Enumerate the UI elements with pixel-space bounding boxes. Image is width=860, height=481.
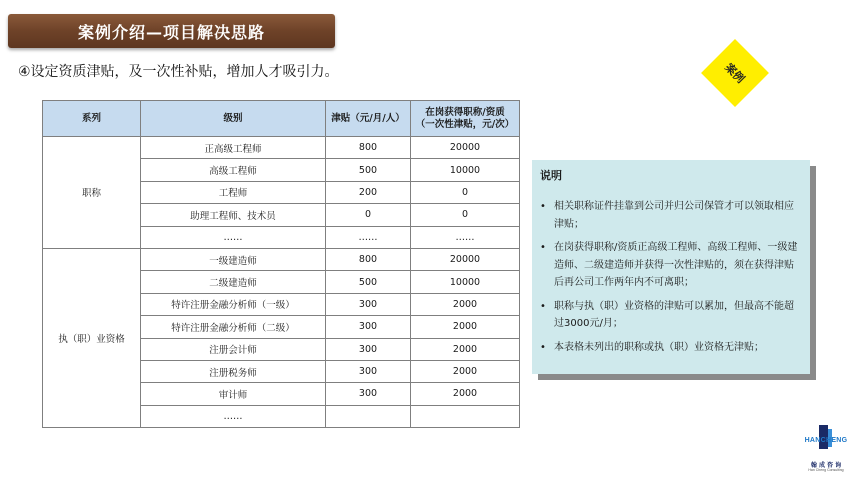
logo-chinese: 翰 成 咨 询 bbox=[810, 462, 842, 469]
allowance-cell: 300 bbox=[326, 293, 411, 315]
table-row bbox=[43, 137, 520, 159]
column-header-series: 系列 bbox=[43, 101, 141, 137]
allowance-cell: 800 bbox=[326, 248, 411, 270]
allowance-cell: 500 bbox=[326, 159, 411, 181]
allowance-cell: 200 bbox=[326, 181, 411, 203]
column-header-level: 级别 bbox=[141, 101, 326, 137]
bonus-cell: 2000 bbox=[411, 360, 520, 382]
allowance-cell: 0 bbox=[326, 204, 411, 226]
subtitle: ④设定资质津贴，及一次性补贴，增加人才吸引力。 bbox=[18, 64, 339, 80]
bullet-icon: • bbox=[540, 201, 546, 212]
bonus-cell bbox=[411, 405, 520, 427]
level-cell: 工程师 bbox=[141, 181, 326, 203]
allowance-cell: 300 bbox=[326, 383, 411, 405]
note-item: • 职称与执（职）业资格的津贴可以累加，但最高不能超过3000元/月； bbox=[540, 298, 802, 333]
bonus-cell: …… bbox=[411, 226, 520, 248]
bonus-cell: 2000 bbox=[411, 383, 520, 405]
series-cell: 执（职）业资格 bbox=[43, 248, 141, 427]
bullet-icon: • bbox=[540, 300, 546, 312]
level-cell: 特许注册金融分析师（一级） bbox=[141, 293, 326, 315]
level-cell: 注册会计师 bbox=[141, 338, 326, 360]
bonus-cell: 10000 bbox=[411, 271, 520, 293]
note-item: • 相关职称证件挂靠到公司并归公司保管才可以领取相应津贴； bbox=[540, 198, 802, 233]
note-title: 说明 bbox=[540, 169, 562, 182]
allowance-cell bbox=[326, 405, 411, 427]
allowance-cell: 300 bbox=[326, 316, 411, 338]
level-cell: …… bbox=[141, 226, 326, 248]
note-item: • 在岗获得职称/资质正高级工程师、高级工程师、一级建造师、二级建造师并获得一次性津贴的，须在获得津贴后再公司工作两年内不可离职； bbox=[540, 239, 802, 292]
case-badge bbox=[701, 39, 769, 107]
allowance-cell: …… bbox=[326, 226, 411, 248]
level-cell: 二级建造师 bbox=[141, 271, 326, 293]
table-body bbox=[43, 137, 520, 428]
bonus-cell: 20000 bbox=[411, 248, 520, 270]
level-cell: 正高级工程师 bbox=[141, 137, 326, 159]
level-cell: …… bbox=[141, 405, 326, 427]
bullet-icon: • bbox=[540, 341, 546, 353]
table-row bbox=[43, 248, 520, 270]
bonus-cell: 2000 bbox=[411, 316, 520, 338]
level-cell: 审计师 bbox=[141, 383, 326, 405]
bonus-cell: 2000 bbox=[411, 293, 520, 315]
bonus-cell: 20000 bbox=[411, 137, 520, 159]
case-badge-label: 案例 bbox=[722, 60, 748, 86]
company-logo bbox=[800, 425, 852, 475]
column-header-bonus: 在岗获得职称/资质 （一次性津贴，元/次） bbox=[411, 101, 520, 137]
logo-english: Han Cheng Consulting bbox=[808, 468, 844, 472]
page-title: 案例介绍—项目解决思路 bbox=[77, 22, 265, 42]
allowance-cell: 500 bbox=[326, 271, 411, 293]
bonus-cell: 2000 bbox=[411, 338, 520, 360]
bonus-cell: 10000 bbox=[411, 159, 520, 181]
allowance-table bbox=[42, 100, 520, 428]
level-cell: 助理工程师、技术员 bbox=[141, 204, 326, 226]
bullet-icon: • bbox=[540, 242, 546, 253]
level-cell: 一级建造师 bbox=[141, 248, 326, 270]
level-cell: 注册税务师 bbox=[141, 360, 326, 382]
note-box bbox=[532, 160, 810, 374]
column-header-allowance: 津贴（元/月/人） bbox=[326, 101, 411, 137]
level-cell: 高级工程师 bbox=[141, 159, 326, 181]
note-item: • 本表格未列出的职称或执（职）业资格无津贴； bbox=[540, 339, 802, 357]
logo-text: HANCHENG bbox=[804, 437, 848, 444]
bonus-cell: 0 bbox=[411, 181, 520, 203]
table-header-row bbox=[43, 101, 520, 137]
note-list bbox=[540, 198, 802, 362]
title-bar bbox=[8, 14, 335, 48]
series-cell: 职称 bbox=[43, 137, 141, 249]
allowance-cell: 800 bbox=[326, 137, 411, 159]
bonus-cell: 0 bbox=[411, 204, 520, 226]
allowance-cell: 300 bbox=[326, 338, 411, 360]
level-cell: 特许注册金融分析师（二级） bbox=[141, 316, 326, 338]
allowance-cell: 300 bbox=[326, 360, 411, 382]
